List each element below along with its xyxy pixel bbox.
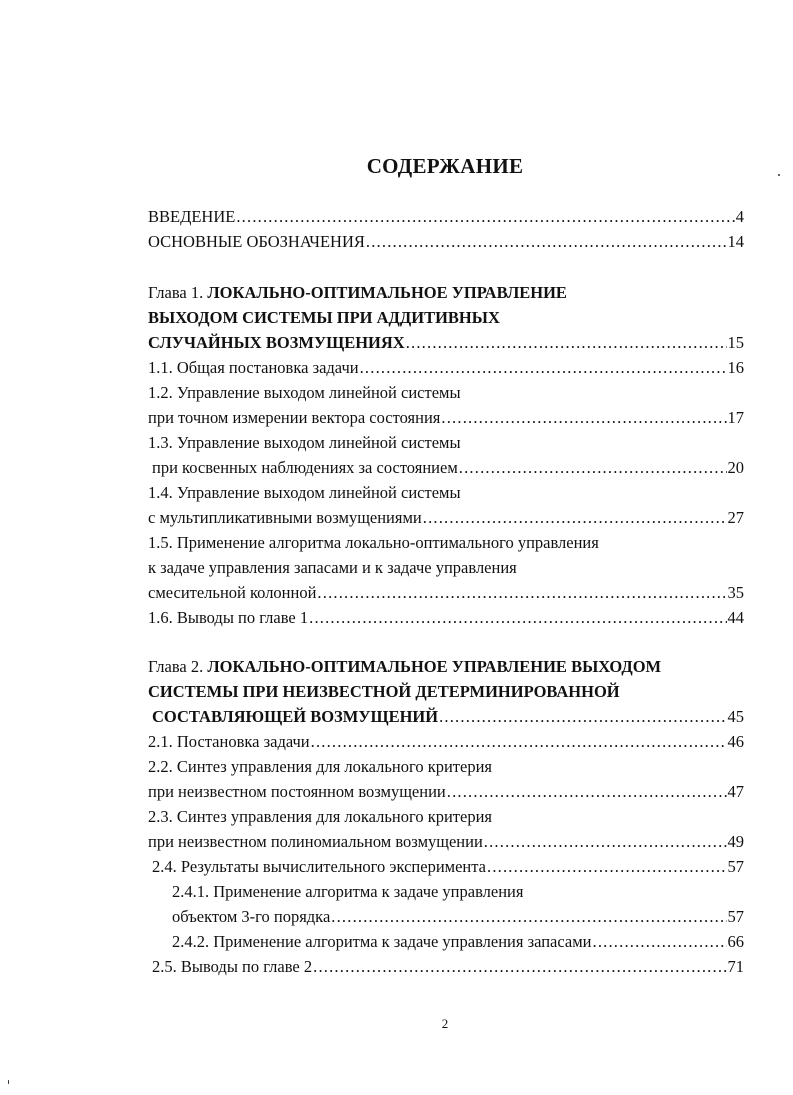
toc-entry-1-2-line1: 1.2. Управление выходом линейной системы — [148, 383, 461, 402]
toc-entry-text: 2.4. Результаты вычислительного эксперимента — [152, 857, 486, 876]
dot-leader — [317, 582, 726, 604]
chapter1-prefix: Глава 1. — [148, 283, 204, 302]
toc-page-number: 46 — [727, 732, 744, 751]
dot-leader — [309, 607, 726, 629]
toc-entry-1-6 — [148, 607, 744, 629]
toc-entry-text: при точном измерении вектора состояния — [148, 408, 441, 427]
toc-entry-text: ОСНОВНЫЕ ОБОЗНАЧЕНИЯ — [148, 232, 365, 251]
toc-page-number: 16 — [727, 358, 744, 377]
dot-leader — [360, 357, 727, 379]
toc-entry-2-3-line1: 2.3. Синтез управления для локального критерия — [148, 807, 493, 826]
toc-page-number: 4 — [735, 207, 744, 226]
toc-entry-2-3 — [148, 831, 744, 853]
toc-entry-text: 1.1. Общая постановка задачи — [148, 358, 359, 377]
chapter2-heading-line3 — [152, 706, 744, 728]
toc-page-number: 71 — [727, 957, 744, 976]
toc-entry-text: 2.4.2. Применение алгоритма к задаче управления запасами — [172, 932, 592, 951]
toc-entry-text: объектом 3-го порядка — [172, 907, 331, 926]
dot-leader — [441, 407, 726, 429]
toc-entry-text: смесительной колонной — [148, 583, 317, 602]
chapter1-heading-line2: ВЫХОДОМ СИСТЕМЫ ПРИ АДДИТИВНЫХ — [148, 308, 500, 327]
toc-page-number: 57 — [727, 857, 744, 876]
scan-speck — [778, 174, 780, 176]
toc-entry-1-5-line2: к задаче управления запасами и к задаче управления — [148, 558, 517, 577]
toc-entry-2-2-line1: 2.2. Синтез управления для локального критерия — [148, 757, 493, 776]
dot-leader — [366, 231, 727, 253]
toc-page-number: 15 — [727, 333, 744, 352]
dot-leader — [593, 931, 727, 953]
page-number: 2 — [441, 1016, 449, 1031]
chapter1-title: ЛОКАЛЬНО-ОПТИМАЛЬНОЕ УПРАВЛЕНИЕ — [207, 283, 567, 302]
dot-leader — [447, 781, 727, 803]
dot-leader — [484, 831, 727, 853]
toc-entry-2-4-1-line1: 2.4.1. Применение алгоритма к задаче управления — [172, 882, 524, 901]
dot-leader — [313, 956, 726, 978]
scan-speck — [8, 1080, 9, 1084]
toc-entry-text: с мультипликативными возмущениями — [148, 508, 422, 527]
dot-leader — [311, 731, 727, 753]
chapter2-prefix: Глава 2. — [148, 657, 204, 676]
toc-entry-2-4 — [152, 856, 744, 878]
toc-entry-1-4 — [148, 507, 744, 529]
toc-page-number: 45 — [727, 707, 744, 726]
dot-leader — [423, 507, 727, 529]
chapter2-heading-line2: СИСТЕМЫ ПРИ НЕИЗВЕСТНОЙ ДЕТЕРМИНИРОВАННОЙ — [148, 682, 620, 701]
toc-entry-1-5 — [148, 582, 744, 604]
toc-entry-text: СОСТАВЛЯЮЩЕЙ ВОЗМУЩЕНИЙ — [152, 707, 439, 726]
chapter1-heading-line3 — [148, 332, 744, 354]
toc-entry-2-4-1 — [172, 906, 744, 928]
toc-entry-text: 1.6. Выводы по главе 1 — [148, 608, 309, 627]
toc-entry-text: 2.1. Постановка задачи — [148, 732, 310, 751]
toc-entry-text: ВВЕДЕНИЕ — [148, 207, 236, 226]
toc-entry-text: при косвенных наблюдениях за состоянием — [152, 458, 458, 477]
dot-leader — [439, 706, 726, 728]
toc-page-number: 17 — [727, 408, 744, 427]
dot-leader — [406, 332, 727, 354]
toc-page-number: 14 — [727, 232, 744, 251]
toc-entry-1-2 — [148, 407, 744, 429]
toc-page-number: 20 — [727, 458, 744, 477]
toc-entry-notation — [148, 231, 744, 253]
page-title: СОДЕРЖАНИЕ — [366, 154, 524, 178]
toc-entry-text: СЛУЧАЙНЫХ ВОЗМУЩЕНИЯХ — [148, 333, 405, 352]
toc-entry-2-1 — [148, 731, 744, 753]
toc-entry-1-5-line1: 1.5. Применение алгоритма локально-оптимального управления — [148, 533, 599, 552]
toc-entry-text: при неизвестном постоянном возмущении — [148, 782, 446, 801]
dot-leader — [459, 457, 727, 479]
toc-entry-text: 2.5. Выводы по главе 2 — [152, 957, 313, 976]
toc-entry-text: при неизвестном полиномиальном возмущении — [148, 832, 483, 851]
toc-page-number: 27 — [727, 508, 744, 527]
toc-entry-1-3-line1: 1.3. Управление выходом линейной системы — [148, 433, 461, 452]
toc-entry-1-1 — [148, 357, 744, 379]
dot-leader — [236, 206, 734, 228]
dot-leader — [487, 856, 727, 878]
chapter2-title: ЛОКАЛЬНО-ОПТИМАЛЬНОЕ УПРАВЛЕНИЕ ВЫХОДОМ — [207, 657, 662, 676]
toc-entry-2-4-2 — [172, 931, 744, 953]
toc-page-number: 35 — [727, 583, 744, 602]
toc-page-number: 47 — [727, 782, 744, 801]
toc-entry-1-3 — [152, 457, 744, 479]
dot-leader — [331, 906, 726, 928]
chapter1-heading-line1 — [148, 282, 567, 304]
toc-entry-introduction — [148, 206, 744, 228]
toc-entry-2-2 — [148, 781, 744, 803]
toc-page-number: 49 — [727, 832, 744, 851]
toc-page-number: 66 — [727, 932, 744, 951]
toc-entry-2-5 — [152, 956, 744, 978]
toc-page-number: 44 — [727, 608, 744, 627]
toc-page-number: 57 — [727, 907, 744, 926]
chapter2-heading-line1 — [148, 656, 661, 678]
toc-entry-1-4-line1: 1.4. Управление выходом линейной системы — [148, 483, 461, 502]
